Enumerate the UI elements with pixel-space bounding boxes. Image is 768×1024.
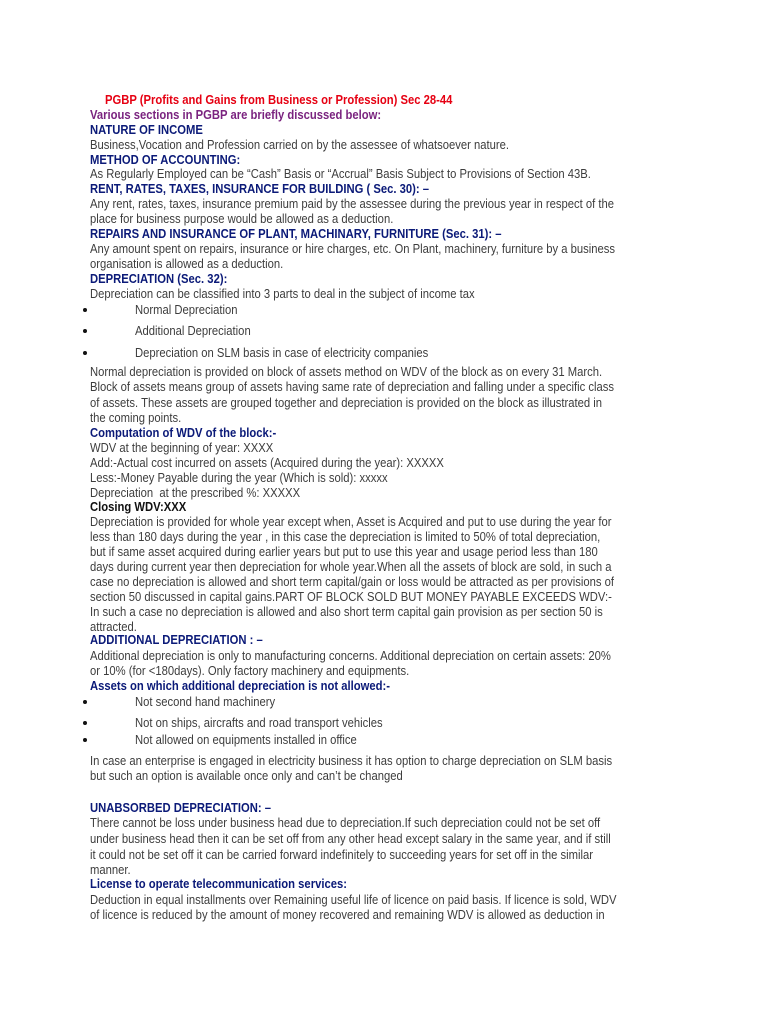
body-line: it could not be set off it can be carried forward indefinitely to succeeding years for set off in the similar bbox=[90, 848, 593, 862]
body-line: Block of assets means group of assets having same rate of depreciation and falling under a specific class bbox=[90, 380, 615, 394]
body-line: or 10% (for <180days). Only factory machinery and equipments. bbox=[90, 664, 410, 678]
body-line: Deduction in equal installments over Remaining useful life of licence on paid basis. If licence is sold, WDV bbox=[90, 893, 617, 907]
body-line: As Regularly Employed can be “Cash” Basis or “Accrual” Basis Subject to Provisions of Section 43B. bbox=[90, 167, 591, 181]
section-heading-repairs: REPAIRS AND INSURANCE OF PLANT, MACHINARY, FURNITURE (Sec. 31): – bbox=[90, 227, 502, 241]
bullet-item: Not allowed on equipments installed in office bbox=[135, 733, 357, 747]
bullet-item: Not on ships, aircrafts and road transport vehicles bbox=[135, 716, 383, 730]
bullet-item: Normal Depreciation bbox=[135, 303, 238, 317]
sub-heading-not-allowed: Assets on which additional depreciation is not allowed:- bbox=[90, 679, 391, 693]
body-line: There cannot be loss under business head due to depreciation.If such depreciation could not be set off bbox=[90, 816, 601, 830]
section-heading-accounting: METHOD OF ACCOUNTING: bbox=[90, 153, 241, 167]
body-line: but if same asset acquired during earlier years but put to use this year and usage period less than 180 bbox=[90, 545, 598, 559]
document-title: PGBP (Profits and Gains from Business or Profession) Sec 28-44 bbox=[105, 93, 453, 107]
body-line: Depreciation can be classified into 3 parts to deal in the subject of income tax bbox=[90, 287, 475, 301]
body-line: Business,Vocation and Profession carried on by the assessee of whatsoever nature. bbox=[90, 138, 510, 152]
body-line: Additional depreciation is only to manufacturing concerns. Additional depreciation on certain assets: 20% bbox=[90, 649, 611, 663]
body-line: under business head then it can be set off from any other head except salary in the same year, and if still bbox=[90, 832, 611, 846]
body-line: manner. bbox=[90, 863, 131, 877]
body-line: of assets. These assets are grouped together and depreciation is provided on the block as illustrated in bbox=[90, 396, 602, 410]
bullet-icon bbox=[83, 308, 87, 312]
section-heading-additional: ADDITIONAL DEPRECIATION : – bbox=[90, 633, 263, 647]
section-heading-rent: RENT, RATES, TAXES, INSURANCE FOR BUILDING ( Sec. 30): – bbox=[90, 182, 430, 196]
body-line: Any rent, rates, taxes, insurance premium paid by the assessee during the previous year in respect of the bbox=[90, 197, 615, 211]
body-line: Depreciation at the prescribed %: XXXXX bbox=[90, 486, 301, 500]
bullet-item: Not second hand machinery bbox=[135, 695, 276, 709]
intro-text: Various sections in PGBP are briefly discussed below: bbox=[90, 108, 382, 122]
body-line: Depreciation is provided for whole year except when, Asset is Acquired and put to use during the year for bbox=[90, 515, 612, 529]
body-line: the coming points. bbox=[90, 411, 182, 425]
closing-wdv-label: Closing WDV:XXX bbox=[90, 500, 187, 514]
body-line: In such a case no depreciation is allowed and also short term capital gain provision as per section 50 is bbox=[90, 605, 603, 619]
body-line: In case an enterprise is engaged in electricity business it has option to charge depreciation on SLM basis bbox=[90, 754, 613, 768]
bullet-icon bbox=[83, 700, 87, 704]
bullet-item: Depreciation on SLM basis in case of electricity companies bbox=[135, 346, 429, 360]
bullet-icon bbox=[83, 738, 87, 742]
section-heading-license: License to operate telecommunication services: bbox=[90, 877, 347, 891]
body-line: of licence is reduced by the amount of money recovered and remaining WDV is allowed as deduction in bbox=[90, 908, 605, 922]
body-line: WDV at the beginning of year: XXXX bbox=[90, 441, 274, 455]
body-line: less than 180 days during the year , in this case the depreciation is limited to 50% of total depreciation, bbox=[90, 530, 601, 544]
body-line: section 50 discussed in capital gains.PART OF BLOCK SOLD BUT MONEY PAYABLE EXCEEDS WDV:- bbox=[90, 590, 612, 604]
body-line: Normal depreciation is provided on block of assets method on WDV of the block as on every 31 March. bbox=[90, 365, 603, 379]
body-line: but such an option is available once only and can’t be changed bbox=[90, 769, 403, 783]
body-line: organisation is allowed as a deduction. bbox=[90, 257, 284, 271]
body-line: attracted. bbox=[90, 620, 137, 634]
body-line: days during current year then depreciation for whole year.When all the assets of block are sold, in such a bbox=[90, 560, 612, 574]
bullet-icon bbox=[83, 721, 87, 725]
body-line: Any amount spent on repairs, insurance or hire charges, etc. On Plant, machinery, furniture by a business bbox=[90, 242, 616, 256]
section-heading-wdv: Computation of WDV of the block:- bbox=[90, 426, 277, 440]
section-heading-unabsorbed: UNABSORBED DEPRECIATION: – bbox=[90, 801, 272, 815]
body-line: Less:-Money Payable during the year (Which is sold): xxxxx bbox=[90, 471, 388, 485]
bullet-icon bbox=[83, 329, 87, 333]
bullet-item: Additional Depreciation bbox=[135, 324, 251, 338]
section-heading-depreciation: DEPRECIATION (Sec. 32): bbox=[90, 272, 228, 286]
body-line: Add:-Actual cost incurred on assets (Acquired during the year): XXXXX bbox=[90, 456, 444, 470]
section-heading-nature: NATURE OF INCOME bbox=[90, 123, 203, 137]
body-line: case no depreciation is allowed and short term capital/gain or loss would be attracted as per provisions of bbox=[90, 575, 615, 589]
bullet-icon bbox=[83, 351, 87, 355]
body-line: place for business purpose would be allowed as a deduction. bbox=[90, 212, 394, 226]
